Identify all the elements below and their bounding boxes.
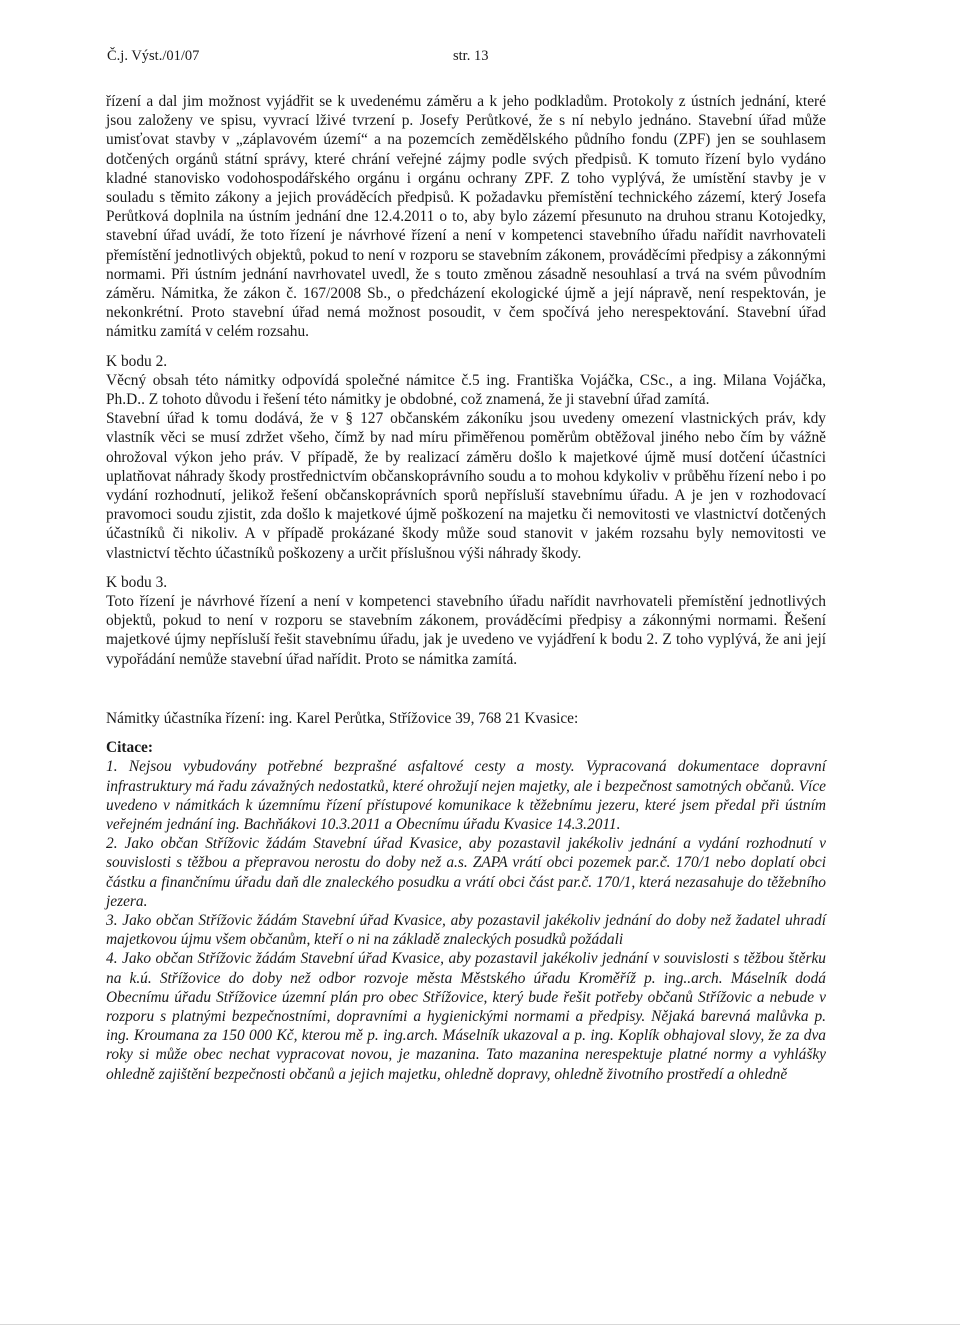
paragraph-1: řízení a dal jim možnost vyjádřit se k uvedenému záměru a k jeho podkladům. Protokoly z ústních jednání, které jsou založeny ve spisu, vyvrací lživé tvrzení p. Josefy Perůtkové, že s ní nebylo jednáno. Stavební úřad může umisťovat stavby v „záplavovém území“ a na pozemcích zemědělského půdního fondu (ZPF) jen se souhlasem dotčených orgánů státní správy, které chrání veřejné zájmy podle svých předpisů. K tomuto řízení bylo vydáno kladné stanovisko vodohospodářského orgánu i orgánu ochrany ZPF. Z toho vyplývá, že umístění stavby je v souladu s těmito zákony a jejich prováděcích předpisů. K požadavku přemístění technického zázemí, který Josefa Perůtková doplnila na ústním jednání dne 12.4.2011 o to, aby bylo zázemí přesunuto na druhou stranu Kotojedky, stavební úřad uvádí, že toto řízení je návrhové řízení a není v kompetenci stavebního úřadu nařídit navrhovateli přemístění jednotlivých objektů, pokud to není v rozporu se stavebním zákonem, prováděcími předpisy a zákonnými normami. Při ústním jednání navrhovatel uvedl, že s touto změnou zásadně nesouhlasí a trvá na svém původním záměru. Námitka, že zákon č. 167/2008 Sb., o předcházení ekologické újmě a její nápravě, není respektován, je nekonkrétní. Proto stavební úřad nemá možnost posoudit, v čem spočívá jeho nerespektování. Stavební úřad námitku zamítá v celém rozsahu. bbox=[106, 93, 826, 341]
citation-3: 3. Jako občan Střížovic žádám Stavební úřad Kvasice, aby pozastavil jakékoliv jednání do doby než žadatel uhradí majetkovou újmu všem občanům, kteří o ni na základě znaleckých posudků požádali bbox=[106, 911, 826, 949]
page-number: str. 13 bbox=[453, 48, 489, 64]
citation-2: 2. Jako občan Střížovic žádám Stavební úřad Kvasice, aby pozastavil jakékoliv jednání a vydání rozhodnutí v souvislosti s těžbou a přepravou nerostu do doby než a.s. ZAPA vrátí obci pozemek par.č. 170/1 nebo doplatí obci částku a finančnímu úřadu daň dle znaleckého posudku a vrátí obci část par.č. 170/1, která nezasahuje do těžebního jezera. bbox=[106, 835, 826, 910]
section-k-bodu-2: K bodu 2. bbox=[106, 352, 168, 370]
citation-1: 1. Nejsou vybudovány potřebné bezprašné asfaltové cesty a mosty. Vypracovaná dokumentace dopravní infrastruktury má řadu závažných nedostatků, které ohrožují nejen majetky, ale i bezpečnost samotných občanů. Více uvedeno v námitkách k územnímu řízení přístupové komunikace k těžebnímu jezeru, které jsem předal při ústním veřejném jednání ing. Bachňákovi 10.3.2011 a Obecnímu úřadu Kvasice 14.3.2011. bbox=[106, 758, 826, 833]
section-k-bodu-3: K bodu 3. bbox=[106, 573, 168, 591]
paragraph-2a: Věcný obsah této námitky odpovídá společné námitce č.5 ing. Františka Vojáčka, CSc., a ing. Milana Vojáčka, Ph.D.. Z tohoto důvodu i řešení této námitky je obdobné, což znamená, že ji stavební úřad zamítá. bbox=[106, 371, 826, 409]
scan-edge-line bbox=[0, 1324, 960, 1325]
reference-number: Č.j. Výst./01/07 bbox=[107, 48, 200, 64]
citation-4: 4. Jako občan Střížovic žádám Stavební úřad Kvasice, aby pozastavil jakékoliv jednání v souvislosti s těžbou štěrku na k.ú. Střížovice do doby než odbor rozvoje města Městského úřadu Kroměříž p. ing..arch. Máselník dodá Obecnímu úřadu Střížovice územní plán pro obec Střížovice, který bude řešit potřeby občanů Střížovic a nebude v rozporu s platnými bezpečnostními, dopravními a hygienickými normami a předpisy. Nějaká barevná malůvka p. ing. Kroumana za 150 000 Kč, kterou mě p. ing.arch. Máselník ukazoval a p. ing. Koplík obhajoval slovy, že za dva roky si může obec nechat vypracovat novou, je mazanina. Tato mazanina nerespektuje platné normy a vyhlášky ohledně zajištění bezpečnosti občanů a jejich majetku, ohledně dopravy, ohledně životního prostředí a ohledně bbox=[106, 950, 826, 1083]
objections-header: Námitky účastníka řízení: ing. Karel Perůtka, Střížovice 39, 768 21 Kvasice: bbox=[106, 709, 579, 727]
paragraph-3: Toto řízení je návrhové řízení a není v kompetenci stavebního úřadu nařídit navrhovateli přemístění jednotlivých objektů, pokud to není v rozporu se stavebním zákonem, prováděcími předpisy a zákonnými normami. Řešení majetkové újmy nepřísluší řešit stavebnímu úřadu, jak je uvedeno ve vyjádření k bodu 2. Z toho vyplývá, že ani její vypořádání nemůže stavební úřad nařídit. Proto se námitka zamítá. bbox=[106, 593, 826, 668]
citation-label: Citace: bbox=[106, 739, 153, 757]
document-body bbox=[106, 92, 826, 1084]
paragraph-2b: Stavební úřad k tomu dodává, že v § 127 občanském zákoníku jsou uvedeny omezení vlastnických práv, kdy vlastník věci se musí zdržet všeho, čímž by nad míru přiměřenou poměrům obtěžoval jiného nebo čím by vážně ohrožoval výkon jeho práv. V případě, že by realizací záměru došlo k majetkové újmě musí dotčení účastníci uplatňovat náhrady škody prostřednictvím občanskoprávního soudu a to mohou kdykoliv v průběhu řízení nebo i po vydání rozhodnutí, jelikož řešení občanskoprávních sporů nepřísluší stavebnímu úřadu. A je jen v rozhodovací pravomoci soudu zjistit, zda došlo k majetkové újmě poškození na majetku či nemovitosti ve vlastnictví dotčených účastníků či nikoliv. A v případě prokázané škody může soud stanovit v jakém rozsahu byly nemovitosti ve vlastnictví těchto účastníků poškozeny a určit příslušnou výši náhrady škody. bbox=[106, 410, 826, 562]
